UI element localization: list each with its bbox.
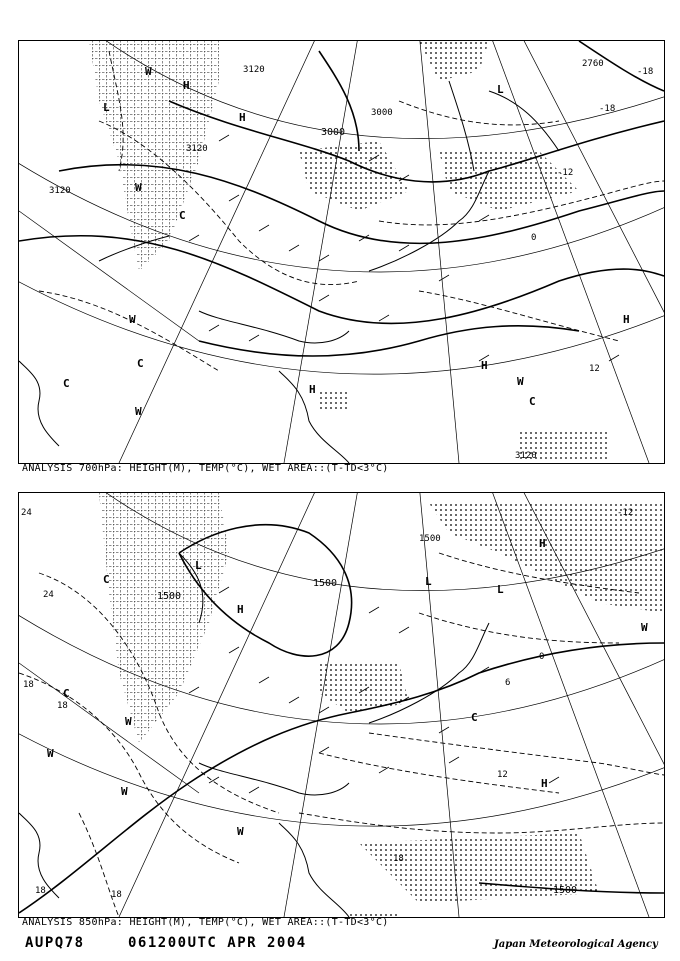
- warm-marker: W: [47, 747, 54, 760]
- temp-label: -12: [617, 508, 634, 518]
- high-marker: H: [237, 603, 244, 616]
- height-label: 3120: [515, 451, 537, 461]
- wet-area-east: [439, 151, 579, 211]
- height-label: 3000: [321, 127, 346, 138]
- height-label: 1500: [157, 591, 182, 602]
- height-label: 1500: [313, 578, 338, 589]
- warm-marker: W: [121, 785, 128, 798]
- chart-id: AUPQ78: [25, 935, 85, 951]
- wet-area-ne: [429, 503, 664, 613]
- cold-marker: C: [63, 377, 70, 390]
- height-label: 3120: [186, 144, 208, 154]
- temp-label: 6: [505, 678, 511, 688]
- low-marker: L: [425, 575, 432, 588]
- temp-label: -18: [599, 104, 616, 114]
- panel-caption-700hpa: ANALYSIS 700hPa: HEIGHT(M), TEMP(°C), WET AREA::(T-TD<3°C): [22, 463, 389, 474]
- temp-label: 18: [23, 680, 34, 690]
- wet-area-central: [299, 141, 409, 211]
- temp-label: 24: [21, 508, 32, 518]
- temp-label: 24: [43, 590, 54, 600]
- high-marker: H: [623, 313, 630, 326]
- panel-caption-850hpa: ANALYSIS 850hPa: HEIGHT(M), TEMP(°C), WET AREA::(T-TD<3°C): [22, 917, 389, 928]
- wet-area-ne: [419, 41, 489, 81]
- high-marker: H: [541, 777, 548, 790]
- cold-marker: C: [471, 711, 478, 724]
- cold-marker: C: [137, 357, 144, 370]
- temp-label: -18: [637, 67, 654, 77]
- warm-marker: W: [641, 621, 648, 634]
- temp-label: 12: [589, 364, 600, 374]
- high-marker: H: [539, 537, 546, 550]
- wet-area-central: [319, 663, 409, 713]
- temp-label: 18: [57, 701, 68, 711]
- high-marker: H: [309, 383, 316, 396]
- temp-label: 18: [111, 890, 122, 900]
- agency-credit: Japan Meteorological Agency: [494, 939, 658, 950]
- coastlines: [19, 81, 559, 463]
- map-850hpa-svg: [19, 493, 664, 917]
- high-marker: H: [481, 359, 488, 372]
- high-marker: H: [239, 111, 246, 124]
- temp-label: 0: [539, 652, 545, 662]
- map-panel-850hpa: [18, 492, 665, 918]
- low-marker: L: [497, 583, 504, 596]
- warm-marker: W: [129, 313, 136, 326]
- temp-label: 12: [497, 770, 508, 780]
- warm-marker: W: [135, 181, 142, 194]
- height-label: 3120: [243, 65, 265, 75]
- low-marker: L: [195, 559, 202, 572]
- height-label: 1500: [553, 885, 578, 896]
- height-label: 1500: [419, 534, 441, 544]
- cold-marker: C: [63, 687, 70, 700]
- map-panel-700hpa: [18, 40, 665, 464]
- low-marker: L: [103, 101, 110, 114]
- warm-marker: W: [237, 825, 244, 838]
- cold-marker: C: [529, 395, 536, 408]
- warm-marker: W: [125, 715, 132, 728]
- cold-marker: C: [179, 209, 186, 222]
- height-label: 2760: [582, 59, 604, 69]
- temp-label: -12: [557, 168, 574, 178]
- cold-marker: C: [103, 573, 110, 586]
- wet-area-small: [319, 391, 349, 411]
- height-label: 3120: [49, 186, 71, 196]
- low-marker: L: [497, 83, 504, 96]
- valid-time: 061200UTC APR 2004: [128, 935, 307, 951]
- height-label: 3000: [371, 108, 393, 118]
- warm-marker: W: [517, 375, 524, 388]
- temp-label: 18: [35, 886, 46, 896]
- temp-label: 18: [393, 854, 404, 864]
- map-700hpa-svg: [19, 41, 664, 463]
- wet-area-west: [99, 493, 229, 743]
- warm-marker: W: [145, 65, 152, 78]
- high-marker: H: [183, 79, 190, 92]
- temp-label: 0: [531, 233, 537, 243]
- warm-marker: W: [135, 405, 142, 418]
